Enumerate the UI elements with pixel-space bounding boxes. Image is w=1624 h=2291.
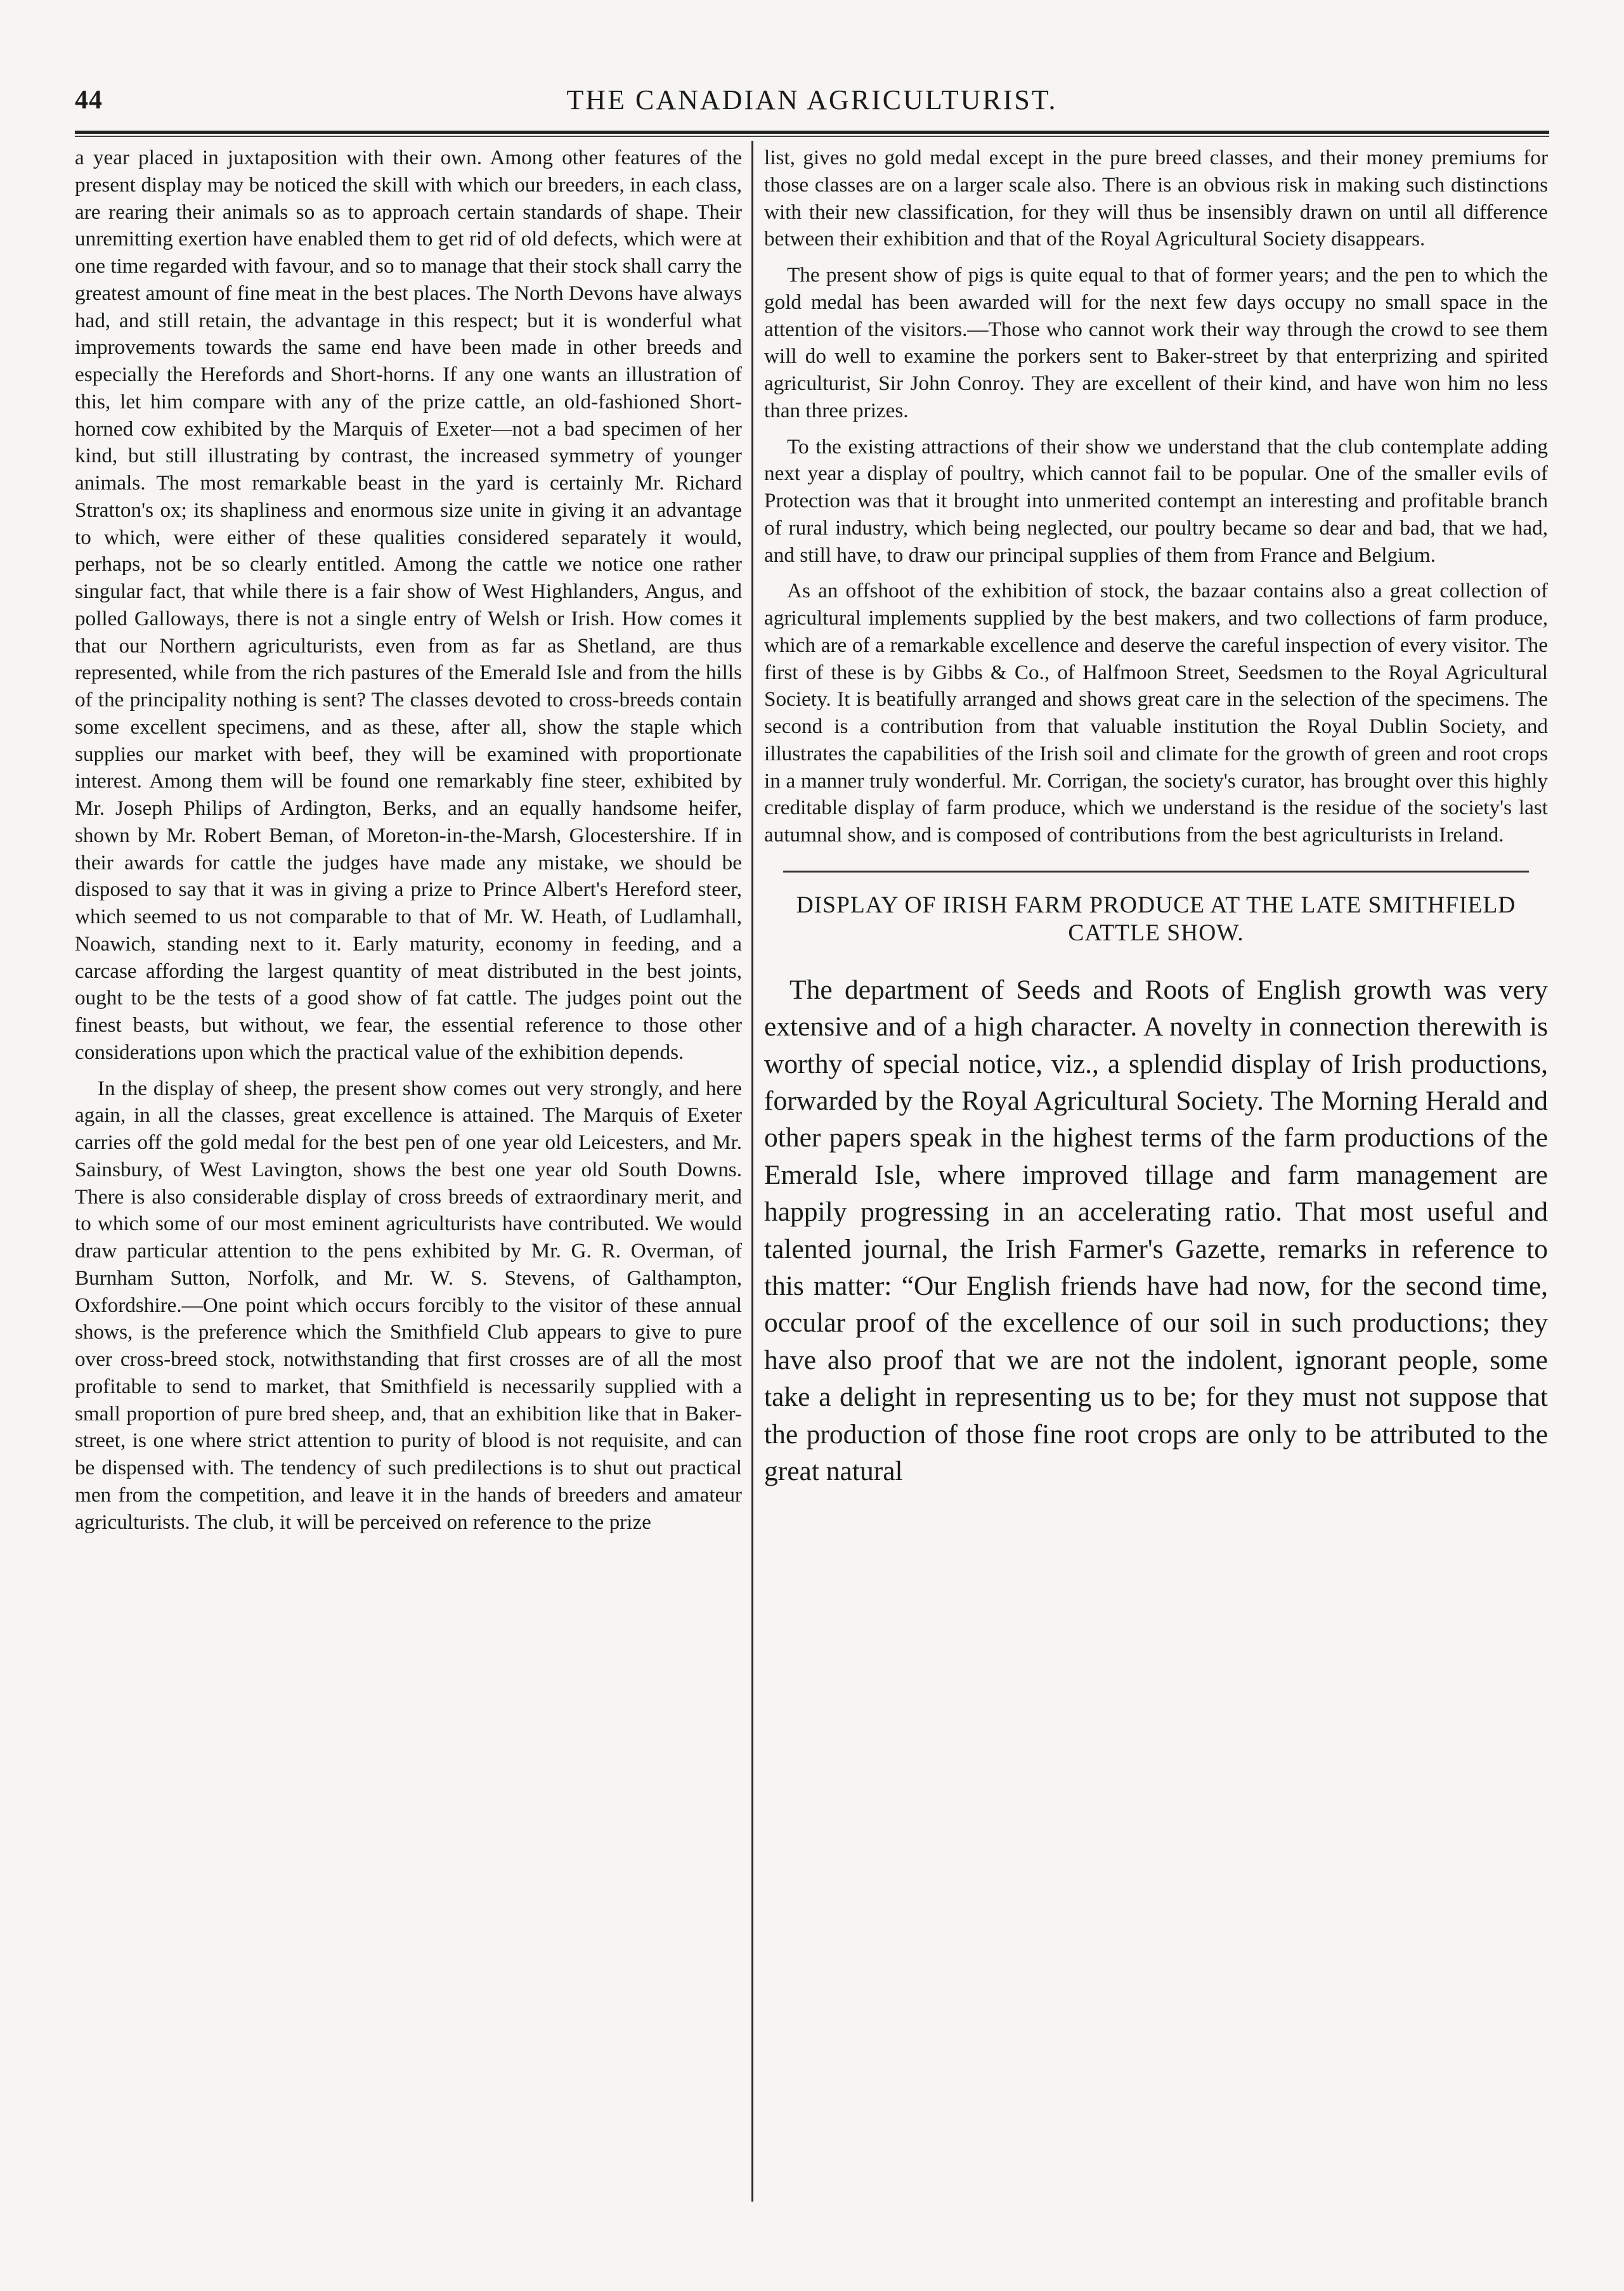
- section-separator: [783, 871, 1529, 873]
- left-paragraph-2: In the display of sheep, the present show comes out very strongly, and here again, in all the classes, great excellence is attained. The Marquis of Exeter carries off the gold medal for the best pen of one year old Leicesters, and Mr. Sainsbury, of West Lavington, shows the best one year old South Downs. There is also considerable display of cross breeds of extraordinary merit, and to which some of our most eminent agriculturists have contributed. We would draw particular attention to the pens exhibited by Mr. G. R. Overman, of Burnham Sutton, Norfolk, and Mr. W. S. Stevens, of Galthampton, Oxfordshire.—One point which occurs forcibly to the visitor of these annual shows, is the preference which the Smithfield Club appears to give to pure over cross-breed stock, notwithstanding that first crosses are of all the most profitable to send to market, that Smithfield is necessarily supplied with a small proportion of pure bred sheep, and, that an exhibition like that in Baker-street, is one where strict attention to purity of blood is not requisite, and can be dispensed with. The tendency of such predilections is to shut out practical men from the competition, and leave it in the hands of breeders and amateur agriculturists. The club, it will be perceived on reference to the prize: [75, 1076, 742, 1534]
- page-number: 44: [75, 86, 103, 115]
- header-rule: [75, 131, 1549, 134]
- right-paragraph-3: To the existing attractions of their show we understand that the club contemplate adding next year a display of poultry, which cannot fail to be popular. One of the smaller evils of Protection was that it brought into unmerited contempt an interesting and profitable branch of rural industry, which being neglected, our poultry became so dear and bad, that we had, and still have, to draw our principal supplies of them from France and Belgium.: [764, 434, 1548, 567]
- article-heading: DISPLAY OF IRISH FARM PRODUCE AT THE LATE SMITHFIELD CATTLE SHOW.: [796, 892, 1516, 946]
- right-paragraph-4: As an offshoot of the exhibition of stock, the bazaar contains also a great collection of agricultural implements supplied by the best makers, and two collections of farm produce, which are of a remarkable excellence and deserve the careful inspection of every visitor. The first of these is by Gibbs & Co., of Halfmoon Street, Seedsmen to the Royal Agricultural Society. It is beatifully arranged and shows great care in the selection of the specimens. The second is a contribution from that valuable institution the Royal Dublin Society, and illustrates the capabilities of the Irish soil and climate for the growth of green and root crops in a manner truly wonderful. Mr. Corrigan, the society's curator, has brought over this highly creditable display of farm produce, which we understand is the residue of the society's last autumnal show, and is composed of contributions from the best agriculturists in Ireland.: [764, 579, 1548, 847]
- left-column: [75, 145, 742, 1536]
- right-paragraph-1: list, gives no gold medal except in the pure breed classes, and their money premiums for those classes are on a larger scale also. There is an obvious risk in making such distinctions with their new classification, for they will thus be insensibly drawn on until all difference between their exhibition and that of the Royal Agricultural Society disappears.: [764, 146, 1548, 251]
- right-paragraph-2: The present show of pigs is quite equal to that of former years; and the pen to which the gold medal has been awarded will for the next few days occupy no small space in the attention of the visitors.—Those who cannot work their way through the crowd to see them will do well to examine the porkers sent to Baker-street by that enterprizing and spirited agriculturist, Sir John Conroy. They are excellent of their kind, and have won him no less than three prizes.: [764, 263, 1548, 422]
- running-title: THE CANADIAN AGRICULTURIST.: [566, 84, 1058, 115]
- page-header: [75, 81, 1549, 126]
- column-divider: [751, 141, 753, 2202]
- header-rule-thin: [75, 136, 1549, 137]
- article-body: The department of Seeds and Roots of English growth was very extensive and of a high character. A novelty in connection therewith is worthy of special notice, viz., a splendid display of Irish productions, forwarded by the Royal Agricultural Society. The Morning Herald and other papers speak in the highest terms of the farm productions of the Emerald Isle, where improved tillage and farm management are happily progressing in an accelerating ratio. That most useful and talented journal, the Irish Farmer's Gazette, remarks in reference to this matter: “Our English friends have had now, for the second time, occular proof of the excellence of our soil in such productions; they have also proof that we are not the indolent, ignorant people, some take a delight in representing us to be; for they must not suppose that the production of those fine root crops are only to be attributed to the great natural: [764, 974, 1548, 1487]
- left-paragraph-1: a year placed in juxtaposition with their own. Among other features of the present display may be noticed the skill with which our breeders, in each class, are rearing their animals so as to approach certain standards of shape. Their unremitting exertion have enabled them to get rid of old defects, which were at one time regarded with favour, and so to manage that their stock shall carry the greatest amount of fine meat in the best places. The North Devons have always had, and still retain, the advantage in this respect; but it is wonderful what improvements towards the same end have been made in other breeds and especially the Herefords and Short-horns. If any one wants an illustration of this, let him compare with any of the prize cattle, an old-fashioned Short-horned cow exhibited by the Marquis of Exeter—not a bad specimen of her kind, but still illustrating by contrast, the increased symmetry of younger animals. The most remarkable beast in the yard is certainly Mr. Richard Stratton's ox; its shapliness and enormous size unite in giving it an advantage to which, were either of these qualities considered separately it would, perhaps, not be so clearly entitled. Among the cattle we notice one rather singular fact, that while there is a fair show of West Highlanders, Angus, and polled Galloways, there is not a single entry of Welsh or Irish. How comes it that our Northern agriculturists, even from as far as Shetland, are thus represented, while from the rich pastures of the Emerald Isle and from the hills of the principality nothing is sent? The classes devoted to cross-breeds contain some excellent specimens, and as these, after all, show the staple which supplies our market with beef, they will be examined with proportionate interest. Among them will be found one remarkably fine steer, exhibited by Mr. Joseph Philips of Ardington, Berks, and an equally handsome heifer, shown by Mr. Robert Beman, of Moreton-in-the-Marsh, Glocestershire. If in their awards for cattle the judges have made any mistake, we should be disposed to say that it was in giving a prize to Prince Albert's Hereford steer, which seemed to us not comparable to that of Mr. W. Heath, of Ludlamhall, Noawich, standing next to it. Early maturity, economy in feeding, and a carcase affording the largest quantity of meat distributed in the best joints, ought to be the tests of a good show of fat cattle. The judges point out the finest beasts, but without, we fear, the essential reference to those other considerations upon which the practical value of the exhibition depends.: [75, 146, 742, 1064]
- right-column: [764, 145, 1548, 1489]
